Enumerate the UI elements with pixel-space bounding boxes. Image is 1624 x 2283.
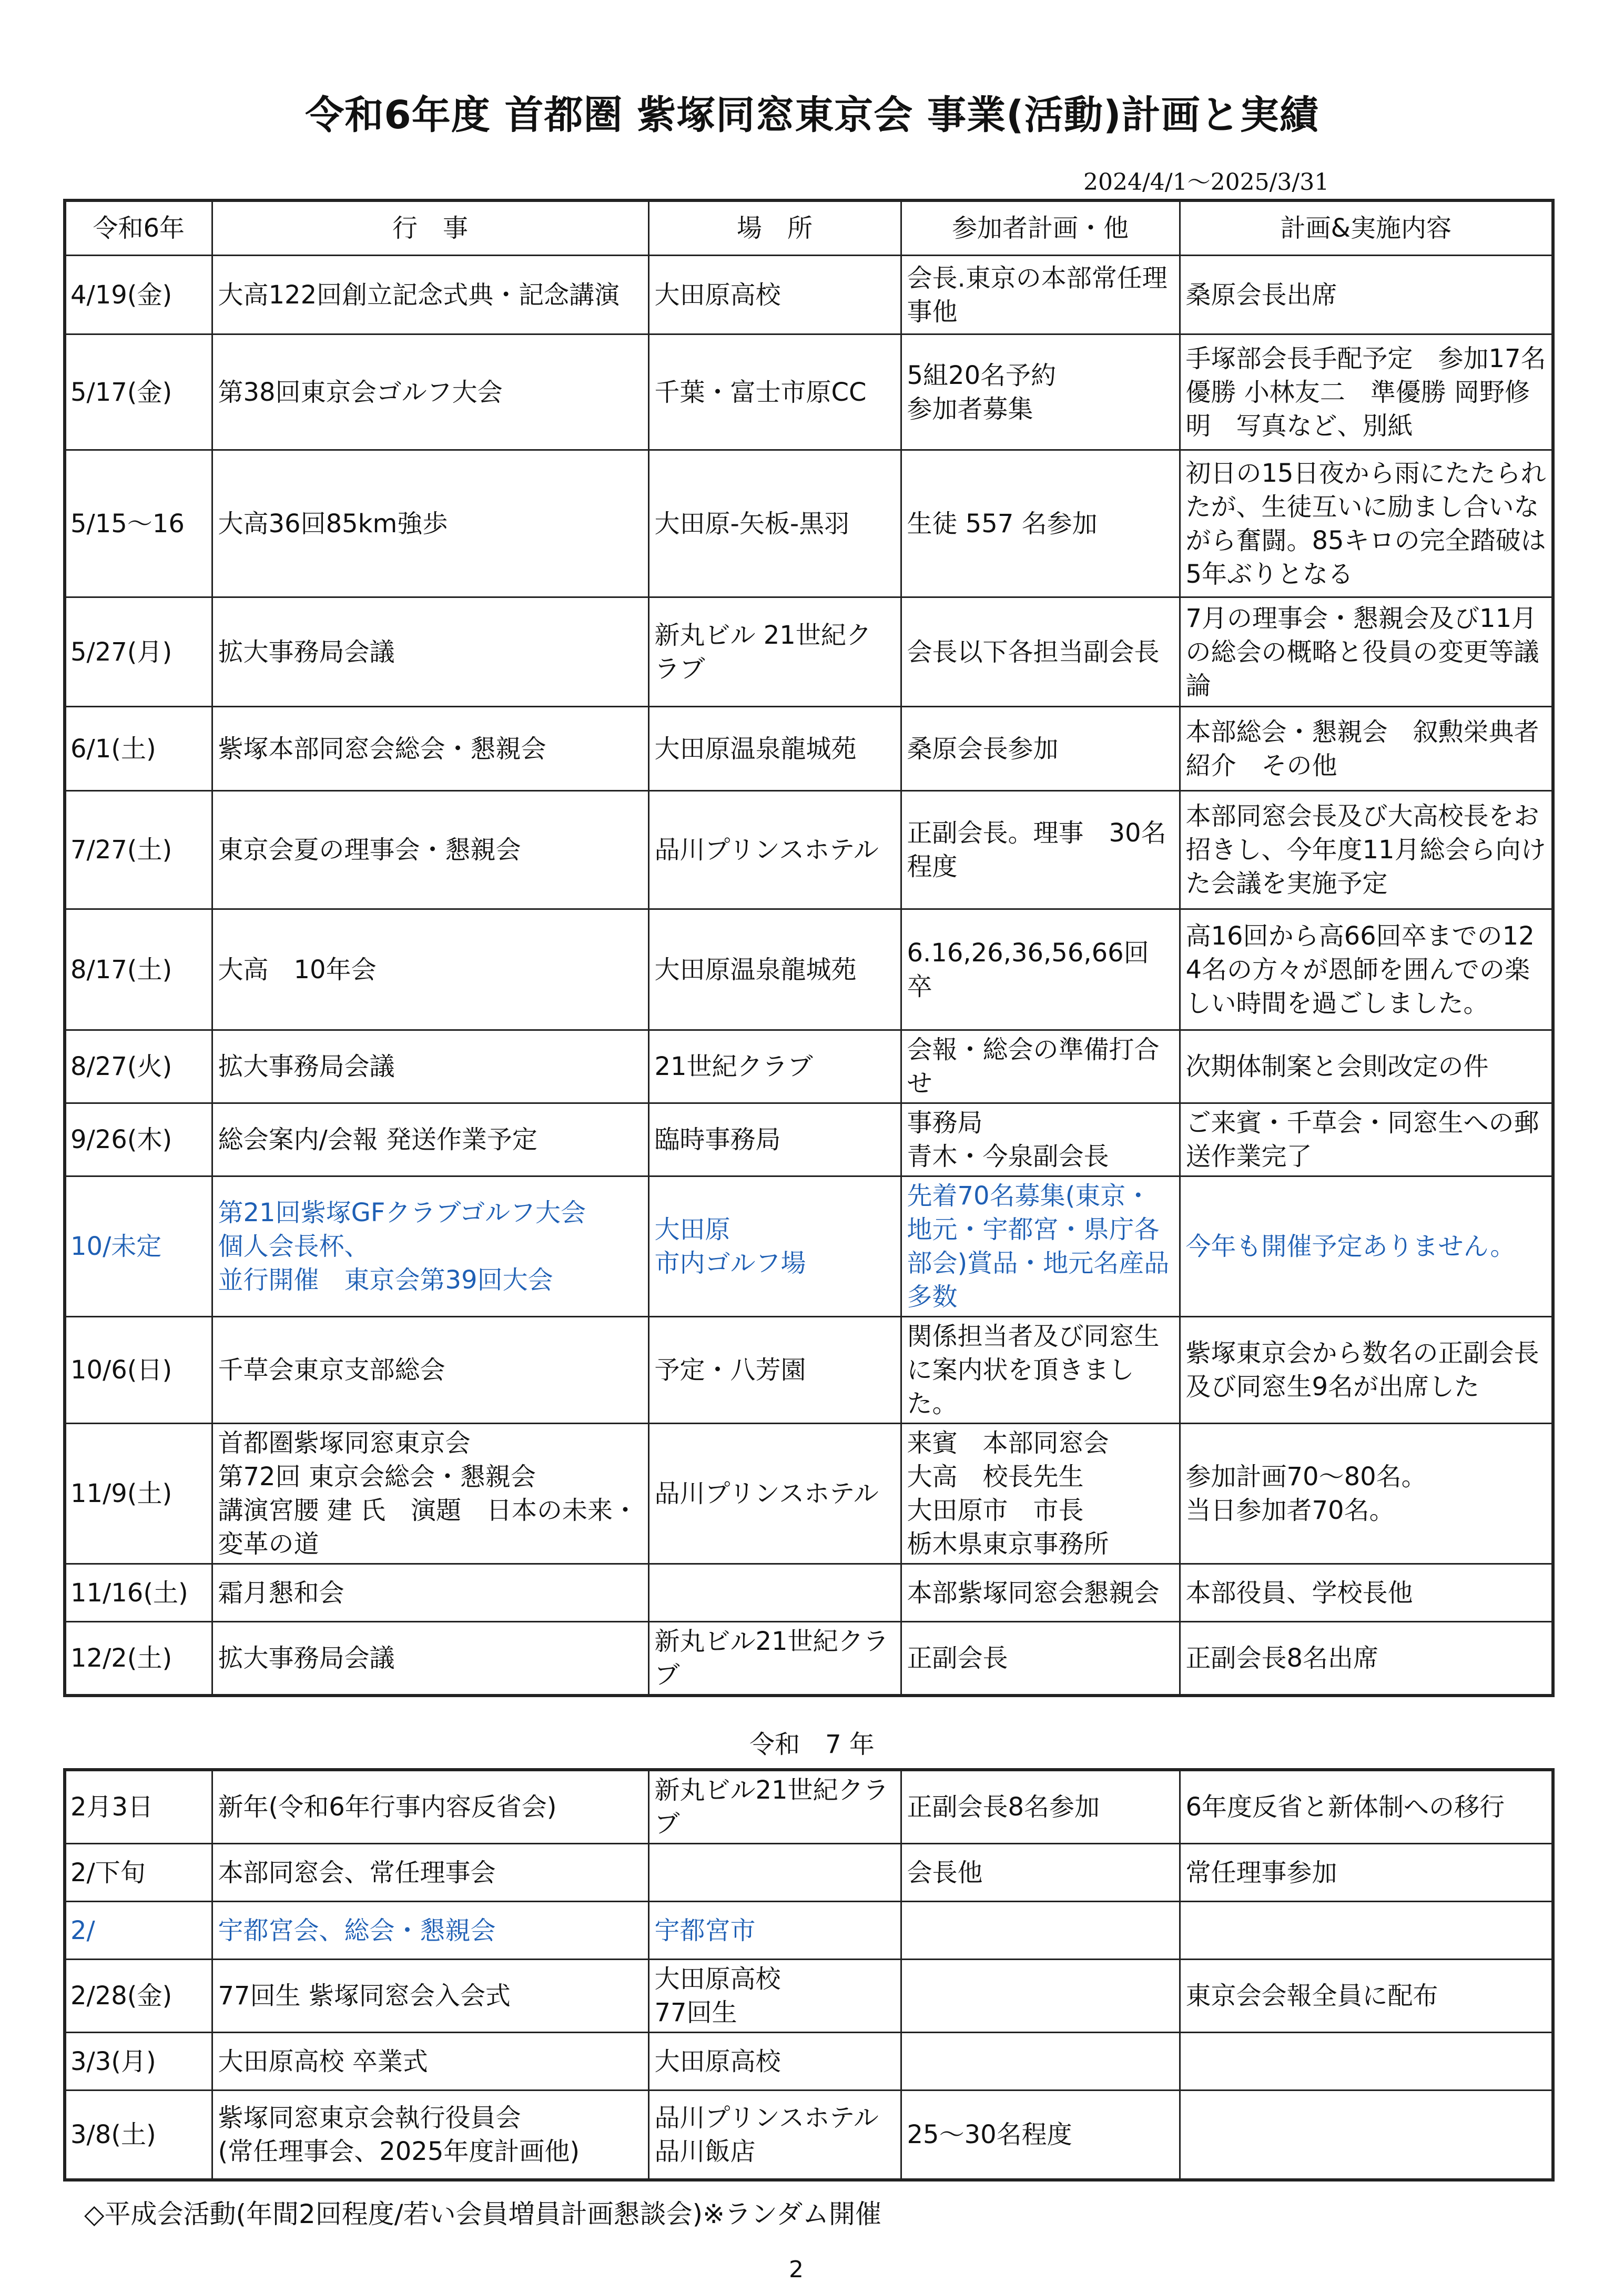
table-row <box>65 909 1553 1030</box>
date-cell: 8/27(火) <box>65 1030 212 1103</box>
date-cell: 4/19(金) <box>65 256 212 334</box>
place-cell: 21世紀クラブ <box>648 1030 901 1103</box>
participants-cell: 正副会長 <box>901 1622 1180 1696</box>
participants-cell <box>901 1902 1180 1960</box>
table-row <box>65 1770 1553 1844</box>
place-cell: 品川プリンスホテル <box>648 1424 901 1564</box>
content-cell: 6年度反省と新体制への移行 <box>1180 1770 1553 1844</box>
event-cell: 新年(令和6年行事内容反省会) <box>212 1770 648 1844</box>
content-cell: 高16回から高66回卒までの124名の方々が恩師を囲んでの楽しい時間を過ごしました。 <box>1180 909 1553 1030</box>
place-cell: 大田原高校 77回生 <box>648 1960 901 2033</box>
date-cell: 2/ <box>65 1902 212 1960</box>
table-row <box>65 791 1553 909</box>
place-cell: 新丸ビル21世紀クラブ <box>648 1622 901 1696</box>
content-cell: 本部役員、学校長他 <box>1180 1564 1553 1622</box>
date-cell: 10/6(日) <box>65 1317 212 1424</box>
event-cell: 大高 10年会 <box>212 909 648 1030</box>
table-row <box>65 1960 1553 2033</box>
content-cell <box>1180 2033 1553 2091</box>
table-row <box>65 1844 1553 1902</box>
table-row <box>65 597 1553 707</box>
place-cell: 大田原温泉龍城苑 <box>648 909 901 1030</box>
event-cell: 大高36回85km強歩 <box>212 450 648 597</box>
header-content: 計画&実施内容 <box>1180 200 1553 256</box>
content-cell: 本部総会・懇親会 叙勲栄典者紹介 その他 <box>1180 707 1553 791</box>
event-cell: 紫塚本部同窓会総会・懇親会 <box>212 707 648 791</box>
table-row <box>65 1902 1553 1960</box>
place-cell: 新丸ビル 21世紀クラブ <box>648 597 901 707</box>
participants-cell: 5組20名予約 参加者募集 <box>901 334 1180 450</box>
participants-cell: 25～30名程度 <box>901 2091 1180 2180</box>
content-cell: 正副会長8名出席 <box>1180 1622 1553 1696</box>
content-cell: 手塚部会長手配予定 参加17名 優勝 小林友二 準優勝 岡野修明 写真など、別紙 <box>1180 334 1553 450</box>
date-cell: 12/2(土) <box>65 1622 212 1696</box>
event-cell: 紫塚同窓東京会執行役員会 (常任理事会、2025年度計画他) <box>212 2091 648 2180</box>
content-cell: 常任理事参加 <box>1180 1844 1553 1902</box>
content-cell: 次期体制案と会則改定の件 <box>1180 1030 1553 1103</box>
place-cell <box>648 1844 901 1902</box>
footer-note: ◇平成会活動(年間2回程度/若い会員増員計画懇談会)※ランダム開催 <box>84 2199 882 2229</box>
date-cell: 5/17(金) <box>65 334 212 450</box>
table-row <box>65 1030 1553 1103</box>
participants-cell: 関係担当者及び同窓生に案内状を頂きました。 <box>901 1317 1180 1424</box>
place-cell: 宇都宮市 <box>648 1902 901 1960</box>
place-cell: 新丸ビル21世紀クラブ <box>648 1770 901 1844</box>
place-cell: 大田原温泉龍城苑 <box>648 707 901 791</box>
participants-cell: 来賓 本部同窓会 大高 校長先生 大田原市 市長 栃木県東京事務所 <box>901 1424 1180 1564</box>
table-row <box>65 1564 1553 1622</box>
event-cell: 宇都宮会、総会・懇親会 <box>212 1902 648 1960</box>
participants-cell: 6.16,26,36,56,66回卒 <box>901 909 1180 1030</box>
date-cell: 7/27(土) <box>65 791 212 909</box>
date-cell: 8/17(土) <box>65 909 212 1030</box>
content-cell: 本部同窓会長及び大高校長をお招きし、今年度11月総会ら向けた会議を実施予定 <box>1180 791 1553 909</box>
event-cell: 大田原高校 卒業式 <box>212 2033 648 2091</box>
table-row <box>65 1622 1553 1696</box>
content-cell <box>1180 2091 1553 2180</box>
event-cell: 第38回東京会ゴルフ大会 <box>212 334 648 450</box>
participants-cell <box>901 2033 1180 2091</box>
event-cell: 千草会東京支部総会 <box>212 1317 648 1424</box>
table-row <box>65 1176 1553 1317</box>
place-cell: 品川プリンスホテル 品川飯店 <box>648 2091 901 2180</box>
table-row <box>65 450 1553 597</box>
date-cell: 9/26(木) <box>65 1103 212 1176</box>
content-cell: 初日の15日夜から雨にたたられたが、生徒互いに励まし合いながら奮闘。85キロの完全踏破は5年ぶりとなる <box>1180 450 1553 597</box>
place-cell: 大田原高校 <box>648 2033 901 2091</box>
event-cell: 拡大事務局会議 <box>212 1030 648 1103</box>
place-cell: 大田原 市内ゴルフ場 <box>648 1176 901 1317</box>
table-row <box>65 2091 1553 2180</box>
place-cell: 大田原高校 <box>648 256 901 334</box>
date-cell: 5/15～16 <box>65 450 212 597</box>
place-cell: 予定・八芳園 <box>648 1317 901 1424</box>
participants-cell: 生徒 557 名参加 <box>901 450 1180 597</box>
date-cell: 2月3日 <box>65 1770 212 1844</box>
participants-cell: 会長以下各担当副会長 <box>901 597 1180 707</box>
content-cell: 東京会会報全員に配布 <box>1180 1960 1553 2033</box>
date-cell: 3/3(月) <box>65 2033 212 2091</box>
content-cell: 桑原会長出席 <box>1180 256 1553 334</box>
event-cell: 大高122回創立記念式典・記念講演 <box>212 256 648 334</box>
participants-cell: 会報・総会の準備打合せ <box>901 1030 1180 1103</box>
participants-cell: 会長.東京の本部常任理事他 <box>901 256 1180 334</box>
content-cell: ご来賓・千草会・同窓生への郵送作業完了 <box>1180 1103 1553 1176</box>
event-cell: 拡大事務局会議 <box>212 1622 648 1696</box>
date-cell: 11/9(土) <box>65 1424 212 1564</box>
table-row <box>65 2033 1553 2091</box>
table-row <box>65 334 1553 450</box>
schedule-table-r7 <box>63 1768 1555 2181</box>
header-event: 行 事 <box>212 200 648 256</box>
event-cell: 霜月懇和会 <box>212 1564 648 1622</box>
place-cell: 臨時事務局 <box>648 1103 901 1176</box>
date-cell: 10/未定 <box>65 1176 212 1317</box>
period-range: 2024/4/1～2025/3/31 <box>1083 169 1329 196</box>
place-cell: 大田原-矢板-黒羽 <box>648 450 901 597</box>
event-cell: 第21回紫塚GFクラブゴルフ大会 個人会長杯、 並行開催 東京会第39回大会 <box>212 1176 648 1317</box>
place-cell: 品川プリンスホテル <box>648 791 901 909</box>
event-cell: 本部同窓会、常任理事会 <box>212 1844 648 1902</box>
header-year: 令和6年 <box>65 200 212 256</box>
date-cell: 5/27(月) <box>65 597 212 707</box>
header-place: 場 所 <box>648 200 901 256</box>
event-cell: 東京会夏の理事会・懇親会 <box>212 791 648 909</box>
place-cell: 千葉・富士市原CC <box>648 334 901 450</box>
year-label-r7: 令和 7 年 <box>749 1730 875 1759</box>
table-row <box>65 256 1553 334</box>
participants-cell: 正副会長8名参加 <box>901 1770 1180 1844</box>
page-title: 令和6年度 首都圏 紫塚同窓東京会 事業(活動)計画と実績 <box>305 93 1319 138</box>
participants-cell: 事務局 青木・今泉副会長 <box>901 1103 1180 1176</box>
date-cell: 3/8(土) <box>65 2091 212 2180</box>
content-cell <box>1180 1902 1553 1960</box>
participants-cell: 正副会長。理事 30名程度 <box>901 791 1180 909</box>
content-cell: 今年も開催予定ありません。 <box>1180 1176 1553 1317</box>
table-row <box>65 1317 1553 1424</box>
event-cell: 首都圏紫塚同窓東京会 第72回 東京会総会・懇親会 講演宮腰 建 氏 演題 日本の未来・変革の道 <box>212 1424 648 1564</box>
content-cell: 参加計画70～80名。 当日参加者70名。 <box>1180 1424 1553 1564</box>
participants-cell: 本部紫塚同窓会懇親会 <box>901 1564 1180 1622</box>
table-row <box>65 707 1553 791</box>
page-number: 2 <box>789 2256 804 2283</box>
place-cell <box>648 1564 901 1622</box>
date-cell: 2/下旬 <box>65 1844 212 1902</box>
content-cell: 紫塚東京会から数名の正副会長及び同窓生9名が出席した <box>1180 1317 1553 1424</box>
table-row <box>65 1103 1553 1176</box>
content-cell: 7月の理事会・懇親会及び11月の総会の概略と役員の変更等議論 <box>1180 597 1553 707</box>
header-participants: 参加者計画・他 <box>901 200 1180 256</box>
table-row <box>65 1424 1553 1564</box>
participants-cell <box>901 1960 1180 2033</box>
date-cell: 11/16(土) <box>65 1564 212 1622</box>
participants-cell: 桑原会長参加 <box>901 707 1180 791</box>
table-header-row <box>65 200 1553 256</box>
date-cell: 6/1(土) <box>65 707 212 791</box>
event-cell: 総会案内/会報 発送作業予定 <box>212 1103 648 1176</box>
date-cell: 2/28(金) <box>65 1960 212 2033</box>
participants-cell: 先着70名募集(東京・地元・宇都宮・県庁各部会)賞品・地元名産品多数 <box>901 1176 1180 1317</box>
event-cell: 77回生 紫塚同窓会入会式 <box>212 1960 648 2033</box>
event-cell: 拡大事務局会議 <box>212 597 648 707</box>
schedule-table-r6 <box>63 199 1571 1697</box>
participants-cell: 会長他 <box>901 1844 1180 1902</box>
